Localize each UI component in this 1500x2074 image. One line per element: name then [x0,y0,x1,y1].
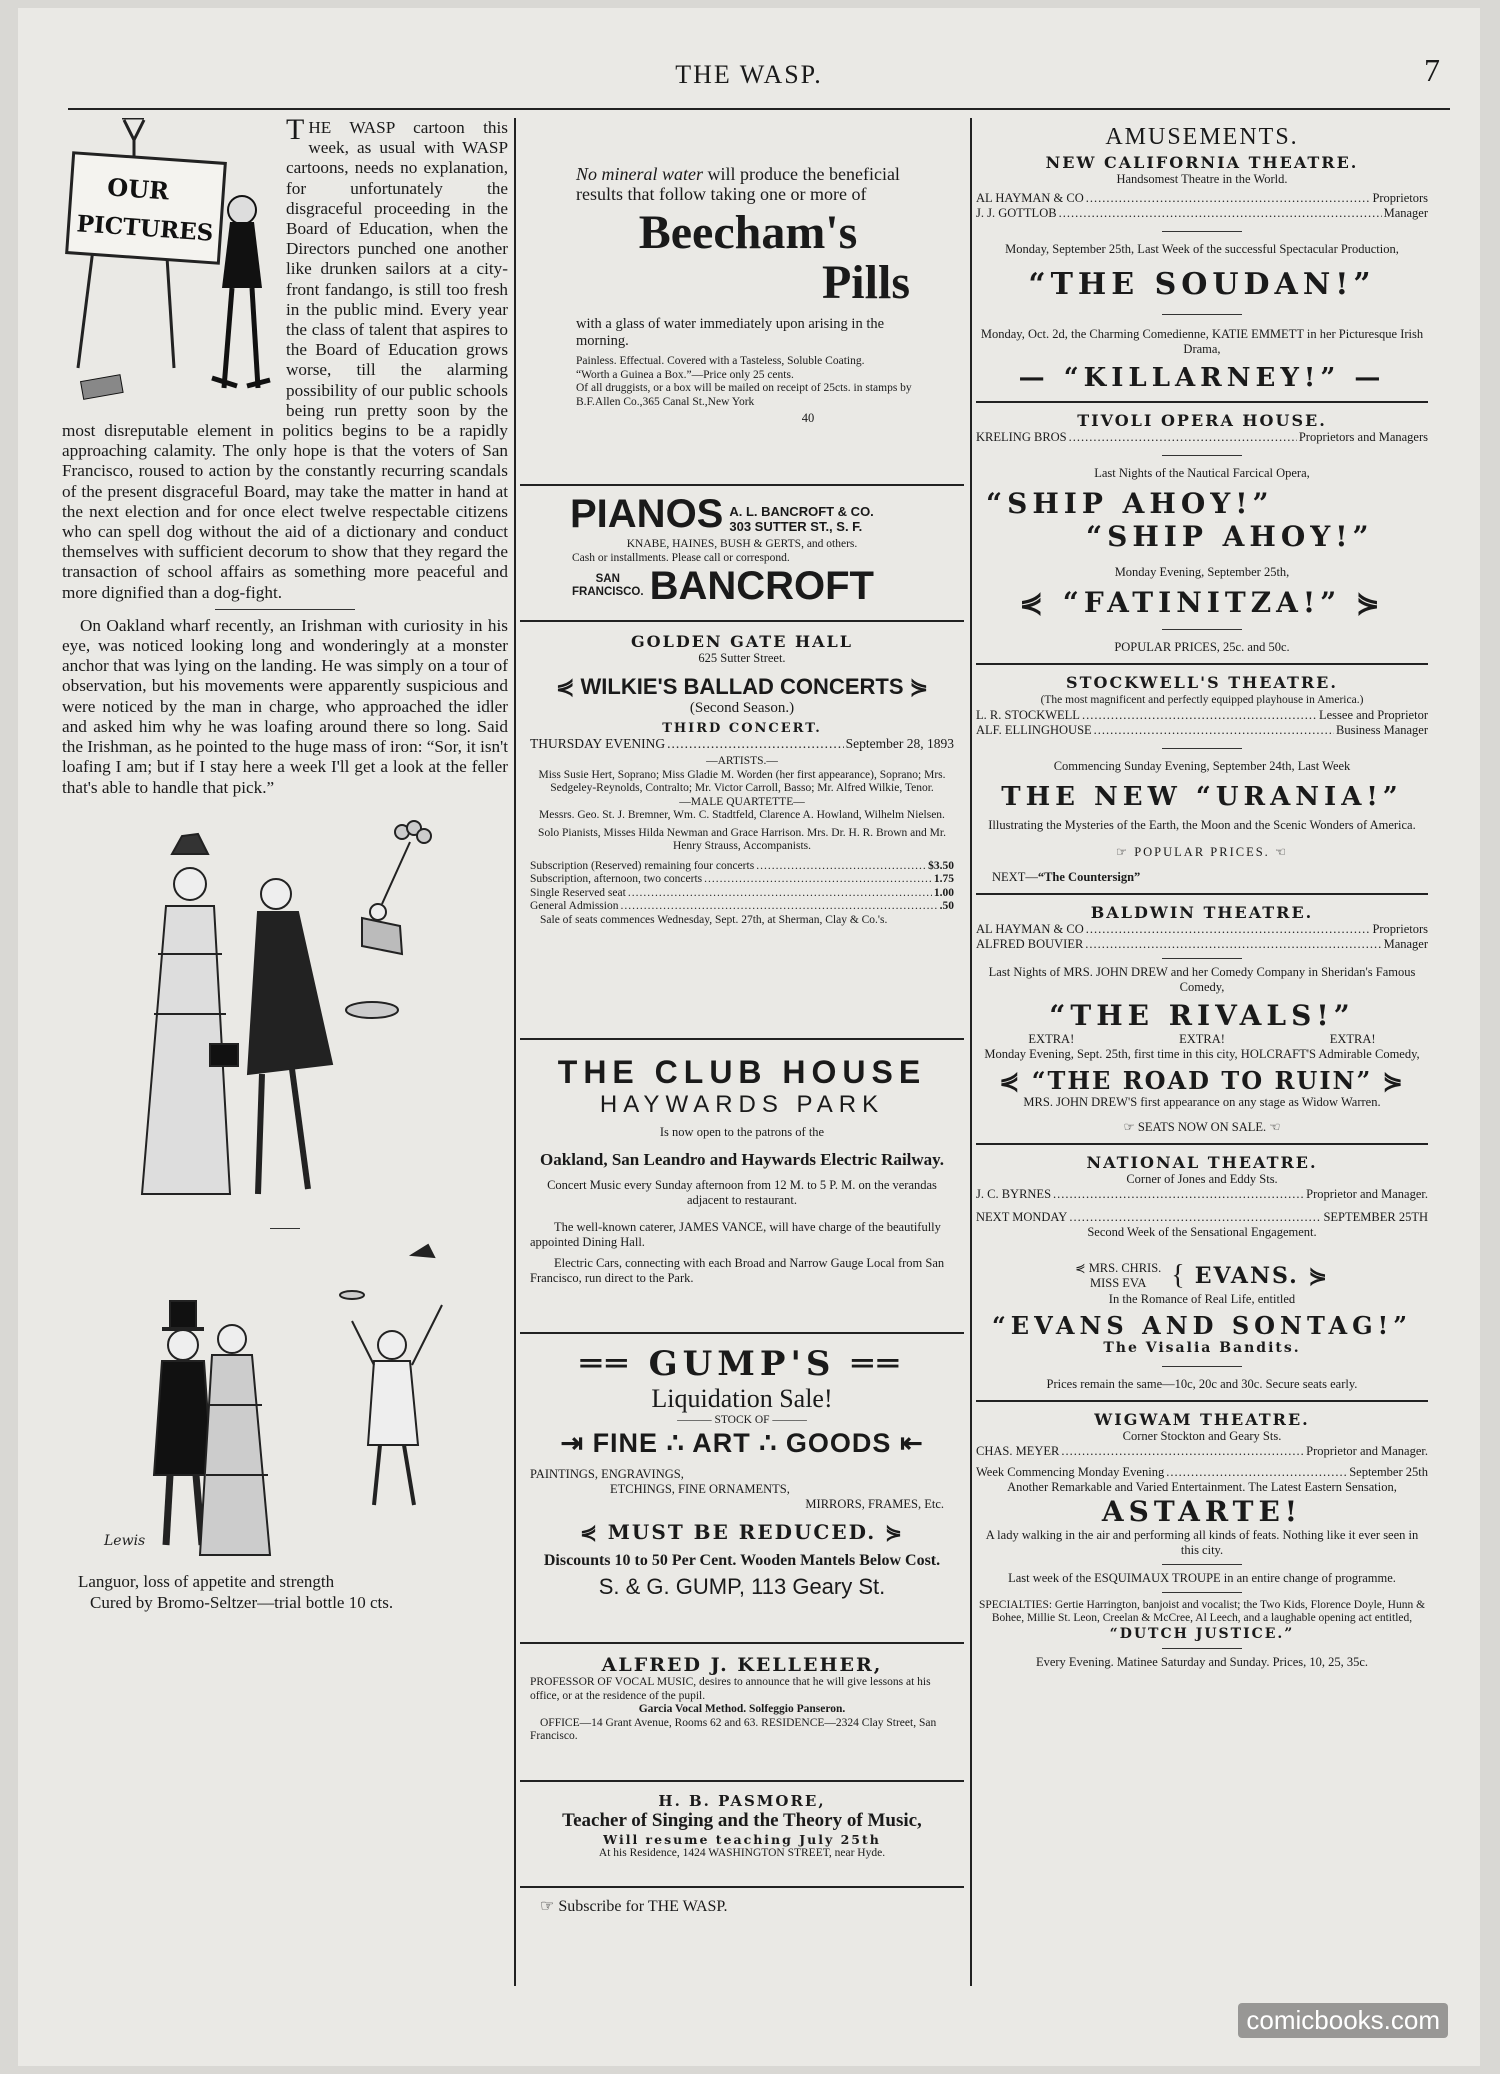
amusements-header: AMUSEMENTS. [1105,124,1299,150]
golden-gate-hall-ad: GOLDEN GATE HALL 625 Sutter Street. ⋞ WILKIE'S BALLAD CONCERTS ⋟ (Second Season.) THIRD CONCERT. THURSDAY EVENING ..... September 28, 1893 —ARTISTS.— Miss Susie Hert, Soprano; Miss Gladie M. Worden (her first appearance), Soprano; Mrs. Sedgeley-Reynolds, Contralto; Mr. Victor Carroll, Basso; Mr. Alfred Wilkie, Tenor. —MALE QUARTETTE— Messrs. Geo. St. J. Bremner, Wm. C. Stadtfeld, Clarence A. Howland, Wilhelm Nielsen. Solo Pianists, Misses Hilda Newman and Grace Harrison. Mrs. Dr. H. R. Brown and Mr. Henry Strauss, Accompanists. Subscription (Reserved) remaining four concerts ..... $3.50 Subscription, afternoon, two concerts ..... 1.75 Single Reserved seat ..... 1.00 General Admission ..... .50 Sale of seats commences Wednesday, Sept. 27th, at Sherman, Clay & Co.'s. [520,630,964,1030]
bromo-seltzer-ad: Languor, loss of appetite and strength Cured by Bromo-Seltzer—trial bottle 10 cts. [78,1571,394,1612]
bancroft-pianos-ad: PIANOS A. L. BANCROFT & CO. 303 SUTTER ST., S. F. KNABE, HAINES, BUSH & GERTS, and others. Cash or installments. Please call or correspond. SAN FRANCISCO. BANCROFT [570,492,874,608]
beechams-pills-ad: No mineral water will produce the beneficial results that follow taking one or more of Beecham's Pills with a glass of water immediately upon arising in the morning. Painless. Effectual. Covered with a Tasteless, Soluble Coating. “Worth a Guinea a Box.”—Price only 25 cents. Of all druggists, or a box will be mailed on receipt of 25cts. in stamps by B.F.Allen Co.,365 Canal St.,New York 40 [576,164,912,425]
svg-text:OUR: OUR [106,172,171,206]
pointing-hand-icon: ☞ [540,1898,555,1915]
drop-cap: T [286,118,305,146]
divider [520,1332,964,1334]
couple-cartoon-1 [62,814,508,1222]
subscribe-line: ☞ Subscribe for THE WASP. [540,1898,728,1915]
header-rule [68,108,1450,110]
gumps-ad: ══ GUMP'S ══ Liquidation Sale! ——— STOCK OF ——— ⇥ FINE ∴ ART ∴ GOODS ⇤ PAINTINGS, ENGRAVINGS, ETCHINGS, FINE ORNAMENTS, MIRRORS, FRAMES, Etc. ⋞ MUST BE REDUCED. ⋟ Discounts 10 to 50 Per Cent. Wooden Mantels Below Cost. S. & G. GUMP, 113 Geary St. [530,1344,944,1599]
tivoli-opera-house: TIVOLI OPERA HOUSE. KRELING BROS ..... Proprietors and Managers Last Nights of the Nautical Farcical Opera, “SHIP AHOY!” “SHIP AHOY!” Monday Evening, September 25th, ⋞ “FATINITZA!” ⋟ POPULAR PRICES, 25c. and 50c. [976,411,1428,655]
page-number: 7 [1424,52,1440,88]
svg-text:PICTURES: PICTURES [75,210,215,247]
divider [520,1780,964,1782]
national-theatre: NATIONAL THEATRE. Corner of Jones and Eddy Sts. J. C. BYRNES ..... Proprietor and Manager. NEXT MONDAY ..... SEPTEMBER 25TH Second Week of the Sensational Engagement. ⋞ MRS. CHRIS. MISS EVA { EVANS. ⋟ In the Romance of Real Life, entitled “EVANS AND SONTAG!” The Visalia Bandits. Prices remain the same—10c, 20c and 30c. Secure seats early. [976,1153,1428,1392]
club-house-ad: THE CLUB HOUSE HAYWARDS PARK Is now open to the patrons of the Oakland, San Leandro and Haywards Electric Railway. Concert Music every Sunday afternoon from 12 M. to 5 P. M. on the verandas adjacent to restaurant. The well-known caterer, JAMES VANCE, will have charge of the beautifully appointed Dining Hall. Electric Cars, connecting with each Broad and Narrow Gauge Local from San Francisco, run direct to the Park. [530,1054,945,1285]
column-editorial [62,118,508,1613]
divider [520,1642,964,1644]
pasmore-ad: H. B. PASMORE, Teacher of Singing and the Theory of Music, Will resume teaching July 25th At his Residence, 1424 WASHINGTON STREET, near Hyde. [562,1792,922,1859]
price-list: Subscription (Reserved) remaining four concerts ..... $3.50 Subscription, afternoon, two concerts ..... 1.75 Single Reserved seat ..... 1.00 General Admission ..... .50 [530,860,954,914]
newspaper-page [18,8,1480,2066]
oakland-story: On Oakland wharf recently, an Irishman with curiosity in his eye, was noticed looking long and wonderingly at a monster anchor that was lying on the landing. He was simply on a tour of observation, but his movements were apparently suspicious and were noticed by the man in charge, who approached the idler and asked him why he was loafing around there so long. Said the Irishman, as he pointed to the huge mass of iron: “Sor, it isn't loafing I am; but if I stay here a week I'll get a look at the feller that's able to handle that pick.” [62,615,508,797]
artist-signature: Lewis [104,1532,146,1549]
running-title: THE WASP. [675,60,823,89]
baldwin-theatre: BALDWIN THEATRE. AL HAYMAN & CO ..... Proprietors ALFRED BOUVIER ..... Manager Last Nights of MRS. JOHN DREW and her Comedy Company in Sheridan's Famous Comedy, “THE RIVALS!” EXTRA! EXTRA! EXTRA! Monday Evening, Sept. 25th, first time in this city, HOLCRAFT'S Admirable Comedy, ⋞ “THE ROAD TO RUIN” ⋟ MRS. JOHN DREW'S first appearance on any stage as Widow Warren. ☞ SEATS NOW ON SALE. ☜ [976,903,1428,1135]
column-advertisements [520,118,964,1916]
divider [520,1886,964,1888]
watermark: comicbooks.com [1238,2003,1448,2038]
separator [215,609,355,610]
column-rule-2 [970,118,972,1986]
editorial-paragraph: T HE WASP cartoon this week, as usual with WASP cartoons, needs no explanation, for unfortunately the disgraceful proceeding in the Board of Education, when the Directors punched one another like drunken sailors at a city-front fandango, is still too fresh in the public mind. Every year the class of talent that aspires to the Board of Education grows worse, till the alarming possibility of our public schools being run pretty soon by the most disreputable element in politics begins to be a rapidly approaching calamity. The only hope is that the voters of San Francisco, roused to action by the constantly recurring scandals of the present disgraceful Board, may take the matter in hand at the next election and for once elect twelve respectable citizens who can spell dog without the aid of a dictionary and conduct themselves with sufficient decorum to show that they regard the transaction of school affairs as something more peaceful and more dignified than a dog-fight. [62,118,508,602]
stockwells-theatre: STOCKWELL'S THEATRE. (The most magnificent and perfectly equipped playhouse in America.) L. R. STOCKWELL ..... Lessee and Proprietor ALF. ELLINGHOUSE ..... Business Manager Commencing Sunday Evening, September 24th, Last Week THE NEW “URANIA!” Illustrating the Mysteries of the Earth, the Moon and the Scenic Wonders of America. ☞ POPULAR PRICES. ☜ NEXT—“The Countersign” [976,673,1428,885]
column-amusements [976,118,1428,1670]
new-california-theatre: NEW CALIFORNIA THEATRE. Handsomest Theatre in the World. AL HAYMAN & CO ..... Proprietors J. J. GOTTLOB ..... Manager Monday, September 25th, Last Week of the successful Spectacular Production, “THE SOUDAN!” Monday, Oct. 2d, the Charming Comedienne, KATIE EMMETT in her Picturesque Irish Drama, — “KILLARNEY!” — [976,153,1428,393]
wigwam-theatre: WIGWAM THEATRE. Corner Stockton and Geary Sts. CHAS. MEYER ..... Proprietor and Manager. Week Commencing Monday Evening ..... September 25th Another Remarkable and Varied Entertainment. The Latest Eastern Sensation, ASTARTE! A lady walking in the air and performing all kinds of feats. Nothing like it ever seen in this city. Last week of the ESQUIMAUX TROUPE in an entire change of programme. SPECIALTIES: Gertie Harrington, banjoist and vocalist; the Two Kids, Florence Doyle, Hunn & Bohee, Millie St. Leon, Creelan & McCree, Al Leech, and a laughable opening act entitled, “DUTCH JUSTICE.” Every Evening. Matinee Saturday and Sunday. Prices, 10, 25, 35c. [976,1410,1428,1670]
kelleher-ad: ALFRED J. KELLEHER, PROFESSOR OF VOCAL MUSIC, desires to announce that he will give lessons at his office, or at the residence of the pupil. Garcia Vocal Method. Solfeggio Panseron. OFFICE—14 Grant Avenue, Rooms 62 and 63. RESIDENCE—2324 Clay Street, San Francisco. [530,1654,937,1742]
divider [520,620,964,622]
divider [520,1038,964,1040]
divider [520,484,964,486]
couple-cartoon-2 [62,1235,508,1565]
our-pictures-cartoon [62,118,280,420]
column-rule-1 [514,118,516,1986]
separator [270,1228,300,1229]
